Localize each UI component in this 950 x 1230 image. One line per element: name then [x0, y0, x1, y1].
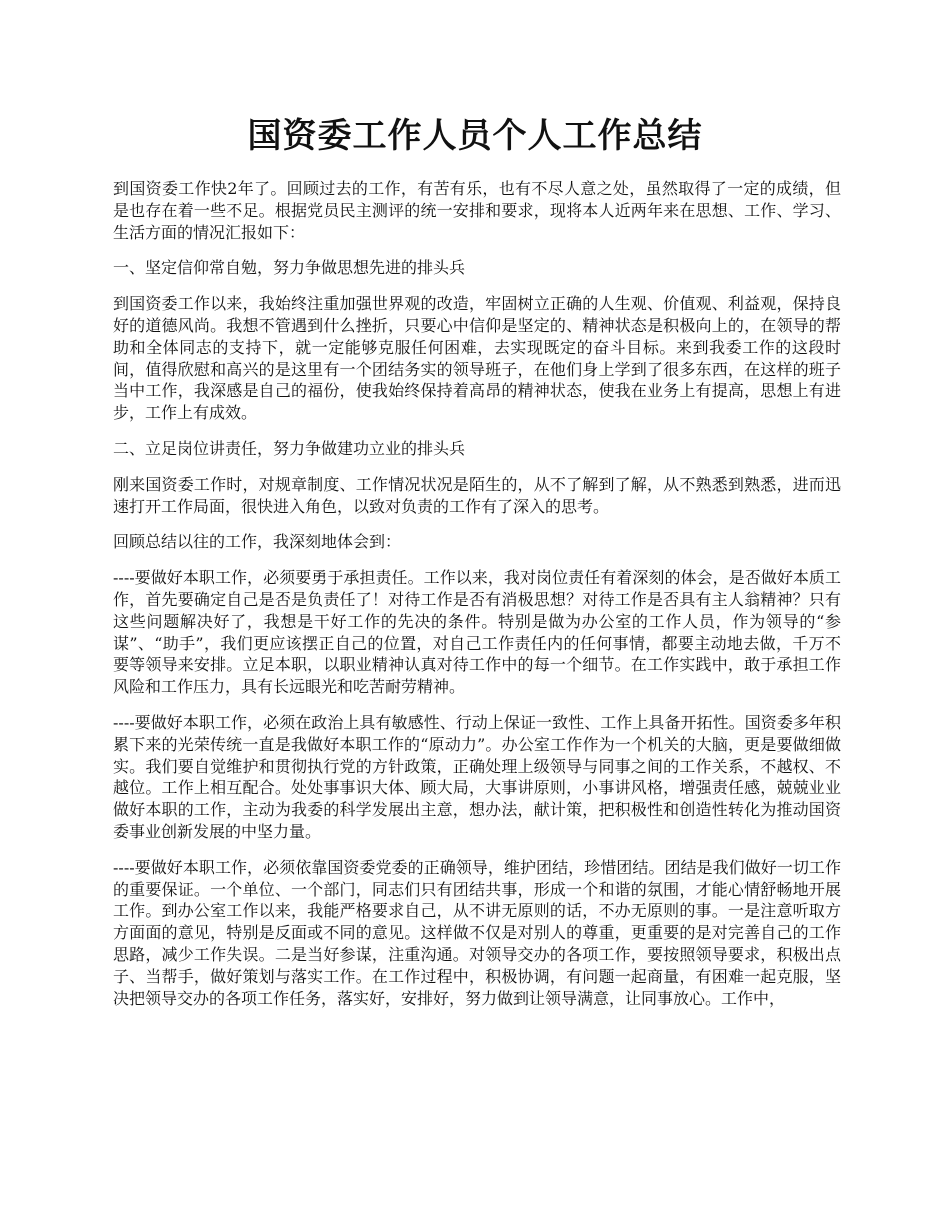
- section-1-paragraph: 到国资委工作以来，我始终注重加强世界观的改造，牢固树立正确的人生观、价值观、利益观，保持良好的道德风尚。我想不管遇到什么挫折，只要心中信仰是坚定的、精神状态是积极向上的，在领导的帮助和全体同志的支持下，就一定能够克服任何困难，去实现既定的奋斗目标。来到我委工作的这段时间，值得欣慰和高兴的是这里有一个团结务实的领导班子，在他们身上学到了很多东西，在这样的班子当中工作，我深感是自己的福份，使我始终保持着高昂的精神状态，使我在业务上有提高，思想上有进步，工作上有成效。: [113, 294, 841, 423]
- section-heading-2: 二、立足岗位讲责任，努力争做建功立业的排头兵: [113, 438, 466, 458]
- section-2-paragraph-2: 回顾总结以往的工作，我深刻地体会到：: [113, 532, 402, 552]
- section-2-paragraph-3: ----要做好本职工作，必须要勇于承担责任。工作以来，我对岗位责任有着深刻的体会，是否做好本质工作，首先要确定自己是否是负责任了！对待工作是否有消极思想？对待工作是否具有主人翁精神？只有这些问题解决好了，我想是干好工作的先决的条件。特别是做为办公室的工作人员，作为领导的“参谋”、“助手”，我们更应该摆正自己的位置，对自己工作责任内的任何事情，都要主动地去做，千万不要等领导来安排。立足本职，以职业精神认真对待工作中的每一个细节。在工作实践中，敢于承担工作风险和工作压力，具有长远眼光和吃苦耐劳精神。: [113, 568, 841, 697]
- section-heading-1: 一、坚定信仰常自勉，努力争做思想先进的排头兵: [113, 258, 466, 278]
- section-2-paragraph-1: 刚来国资委工作时，对规章制度、工作情况状况是陌生的，从不了解到了解，从不熟悉到熟悉，进而迅速打开工作局面，很快进入角色，以致对负责的工作有了深入的思考。: [113, 474, 841, 516]
- section-2-paragraph-5: ----要做好本职工作，必须依靠国资委党委的正确领导，维护团结，珍惜团结。团结是我们做好一切工作的重要保证。一个单位、一个部门，同志们只有团结共事，形成一个和谐的氛围，才能心情舒畅地开展工作。到办公室工作以来，我能严格要求自己，从不讲无原则的话，不办无原则的事。一是注意听取方方面面的意见，特别是反面或不同的意见。这样做不仅是对别人的尊重，更重要的是对完善自己的工作思路，减少工作失误。二是当好参谋，注重沟通。对领导交办的各项工作，要按照领导要求，积极出点子、当帮手，做好策划与落实工作。在工作过程中，积极协调，有问题一起商量，有困难一起克服，坚决把领导交办的各项工作任务，落实好，安排好，努力做到让领导满意，让同事放心。工作中，: [113, 857, 841, 1008]
- document-title: 国资委工作人员个人工作总结: [247, 116, 703, 156]
- section-2-paragraph-4: ----要做好本职工作，必须在政治上具有敏感性、行动上保证一致性、工作上具备开拓性。国资委多年积累下来的光荣传统一直是我做好本职工作的“原动力”。办公室工作作为一个机关的大脑，更是要做细做实。我们要自觉维护和贯彻执行党的方针政策，正确处理上级领导与同事之间的工作关系，不越权、不越位。工作上相互配合。处处事事识大体、顾大局，大事讲原则，小事讲风格，增强责任感，兢兢业业做好本职的工作，主动为我委的科学发展出主意，想办法，献计策，把积极性和创造性转化为推动国资委事业创新发展的中坚力量。: [113, 712, 841, 841]
- intro-paragraph: 到国资委工作快2年了。回顾过去的工作，有苦有乐，也有不尽人意之处，虽然取得了一定的成绩，但是也存在着一些不足。根据党员民主测评的统一安排和要求，现将本人近两年来在思想、工作、学习、生活方面的情况汇报如下：: [113, 179, 841, 242]
- document-body: [113, 178, 841, 1023]
